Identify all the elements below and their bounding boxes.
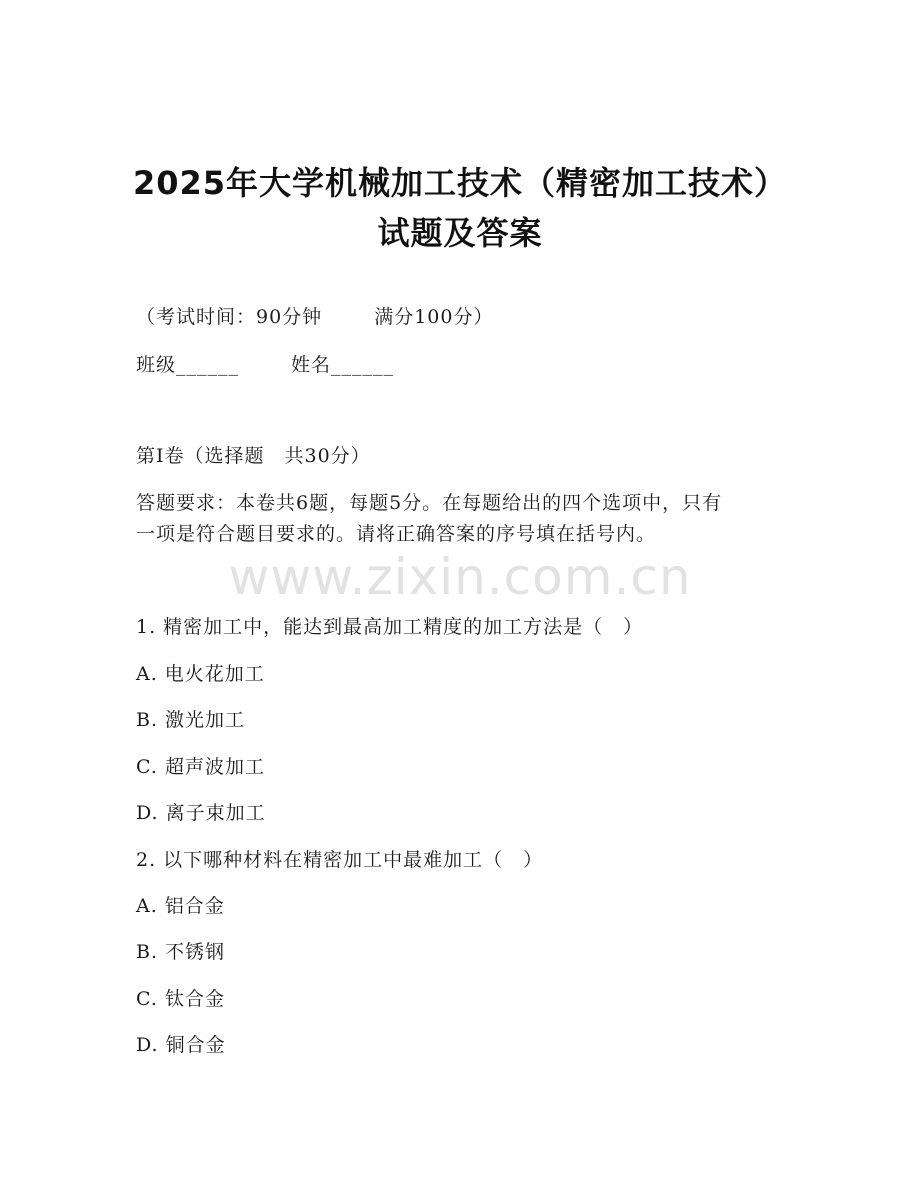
exam-time: （考试时间：90分钟 <box>136 306 323 328</box>
question-1-option-c: C. 超声波加工 <box>136 756 265 778</box>
student-info <box>136 350 394 377</box>
exam-title-line-1: 2025年大学机械加工技术（精密加工技术） <box>132 164 788 202</box>
question-2-option-a: A. 铝合金 <box>136 895 225 917</box>
question-1-option-a: A. 电火花加工 <box>136 663 265 685</box>
question-1-stem: 1. 精密加工中，能达到最高加工精度的加工方法是（ ） <box>136 616 644 638</box>
site-watermark: www.zixin.com.cn <box>228 548 692 606</box>
section-requirement-line-1: 答题要求：本卷共6题，每题5分。在每题给出的四个选项中，只有 <box>136 492 723 514</box>
question-2-option-c: C. 钛合金 <box>136 988 225 1010</box>
question-2-option-b: B. 不锈钢 <box>136 941 226 963</box>
exam-info <box>136 302 493 329</box>
section-requirement-line-2: 一项是符合题目要求的。请将正确答案的序号填在括号内。 <box>136 523 657 545</box>
name-field: 姓名______ <box>291 354 395 376</box>
section-heading: 第I卷（选择题 共30分） <box>136 445 371 467</box>
question-2-stem: 2. 以下哪种材料在精密加工中最难加工（ ） <box>136 849 544 871</box>
question-1-option-d: D. 离子束加工 <box>136 802 266 824</box>
question-2-option-d: D. 铜合金 <box>136 1034 226 1056</box>
question-1-option-b: B. 激光加工 <box>136 709 246 731</box>
exam-title-line-2: 试题及答案 <box>377 214 543 252</box>
class-field: 班级______ <box>136 354 240 376</box>
exam-full-score: 满分100分） <box>374 306 494 328</box>
